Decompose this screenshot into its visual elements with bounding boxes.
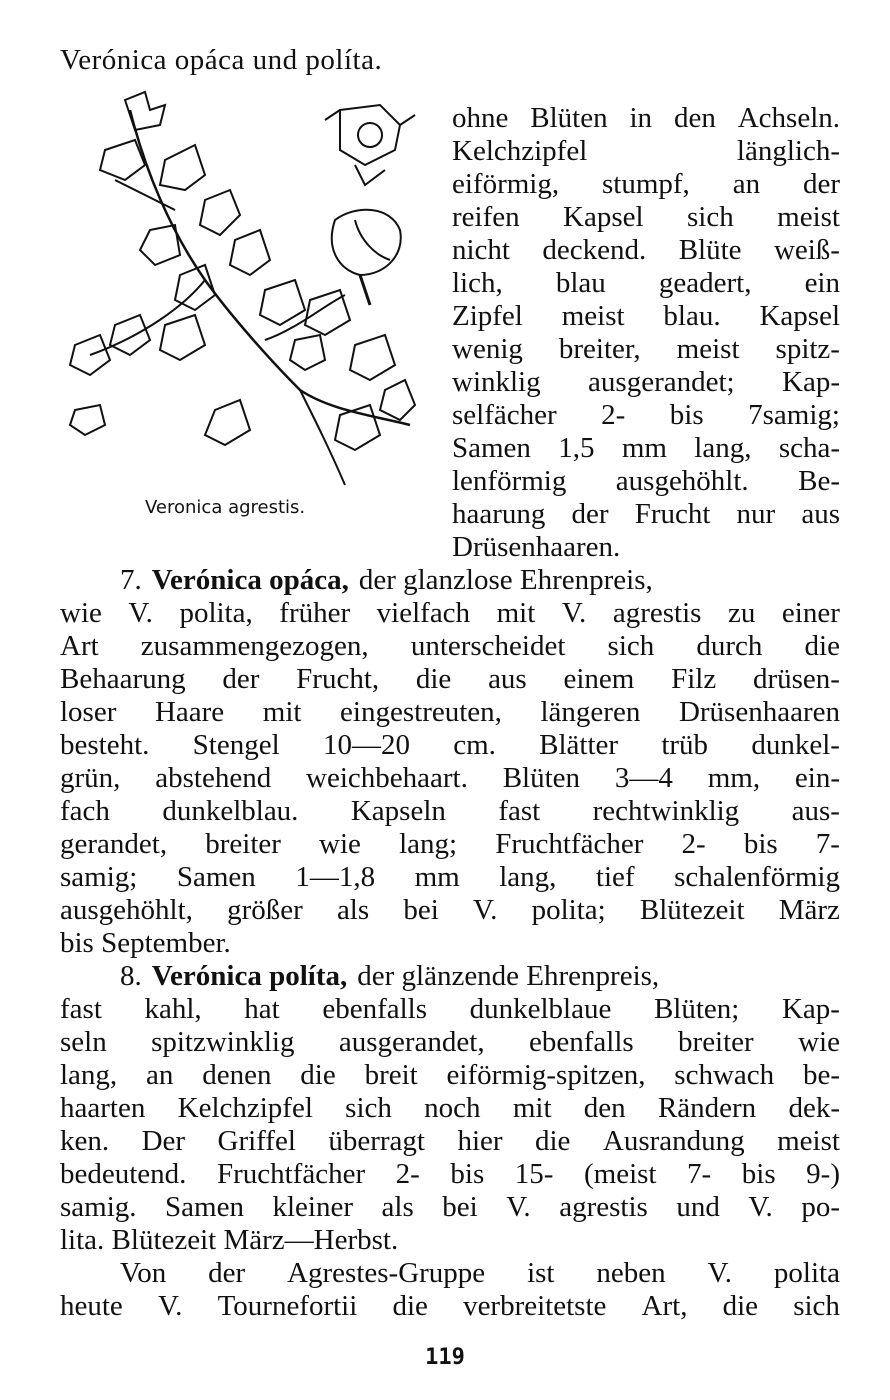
column-line: wenig breiter, meist spitz- (452, 333, 840, 365)
column-line: nicht deckend. Blüte weiß- (452, 234, 840, 266)
text-line: fast kahl, hat ebenfalls dunkelblaue Blüten; Kap- (60, 993, 840, 1025)
text-line: haarten Kelchzipfel sich noch mit den Rändern dek- (60, 1092, 840, 1124)
column-line: selfächer 2- bis 7samig; (452, 399, 840, 431)
text-line: Art zusammengezogen, unterscheidet sich durch die (60, 630, 840, 662)
column-line: eiförmig, stumpf, an der (452, 168, 840, 200)
text-line: loser Haare mit eingestreuten, längeren Drüsenhaaren (60, 696, 840, 728)
running-title: Verónica opáca und políta. (60, 44, 383, 76)
column-line: ohne Blüten in den Achseln. (452, 102, 840, 134)
figure-caption: Veronica agrestis. (145, 497, 306, 518)
text-line: samig; Samen 1—1,8 mm lang, tief schalenförmig (60, 861, 840, 893)
column-line: lich, blau geadert, ein (452, 267, 840, 299)
section-7-heading (60, 564, 840, 597)
common-name: der glanzlose Ehrenpreis, (358, 564, 653, 596)
text-line: heute V. Tournefortii die verbreitetste Art, die sich (60, 1290, 840, 1322)
column-line: haarung der Frucht nur aus (452, 498, 840, 530)
column-line: lenförmig ausgehöhlt. Be- (452, 465, 840, 497)
species-name: Verónica opáca, (151, 564, 349, 596)
text-line: bedeutend. Fruchtfächer 2- bis 15- (meist 7- bis 9-) (60, 1158, 840, 1190)
text-line: Von der Agrestes-Gruppe ist neben V. polita (120, 1257, 840, 1289)
text-line: Behaarung der Frucht, die aus einem Filz drüsen- (60, 663, 840, 695)
text-line: gerandet, breiter wie lang; Fruchtfächer 2- bis 7- (60, 828, 840, 860)
section-number: 7. (120, 564, 142, 596)
text-line: samig. Samen kleiner als bei V. agrestis und V. po- (60, 1191, 840, 1223)
column-line: winklig ausgerandet; Kap- (452, 366, 840, 398)
column-line: Kelchzipfel länglich- (452, 135, 840, 167)
column-line: Samen 1,5 mm lang, scha- (452, 432, 840, 464)
text-line: bis September. (60, 927, 231, 959)
text-line: lang, an denen die breit eiförmig-spitzen, schwach be- (60, 1059, 840, 1091)
section-8-heading (60, 960, 840, 993)
page-number: 119 (425, 1345, 465, 1370)
text-line: grün, abstehend weichbehaart. Blüten 3—4 mm, ein- (60, 762, 840, 794)
text-line: ken. Der Griffel überragt hier die Ausrandung meist (60, 1125, 840, 1157)
text-line: besteht. Stengel 10—20 cm. Blätter trüb dunkel- (60, 729, 840, 761)
common-name: der glänzende Ehrenpreis, (357, 960, 660, 992)
plant-illustration (55, 90, 425, 530)
text-line: fach dunkelblau. Kapseln fast rechtwinklig aus- (60, 795, 840, 827)
column-line: Drüsenhaaren. (452, 531, 621, 563)
species-name: Verónica políta, (151, 960, 348, 992)
column-line: Zipfel meist blau. Kapsel (452, 300, 840, 332)
column-line: reifen Kapsel sich meist (452, 201, 840, 233)
section-number: 8. (120, 960, 142, 992)
text-line: lita. Blütezeit März—Herbst. (60, 1224, 399, 1256)
text-line: wie V. polita, früher vielfach mit V. agrestis zu einer (60, 597, 840, 629)
text-line: ausgehöhlt, größer als bei V. polita; Blütezeit März (60, 894, 840, 926)
text-line: seln spitzwinklig ausgerandet, ebenfalls breiter wie (60, 1026, 840, 1058)
